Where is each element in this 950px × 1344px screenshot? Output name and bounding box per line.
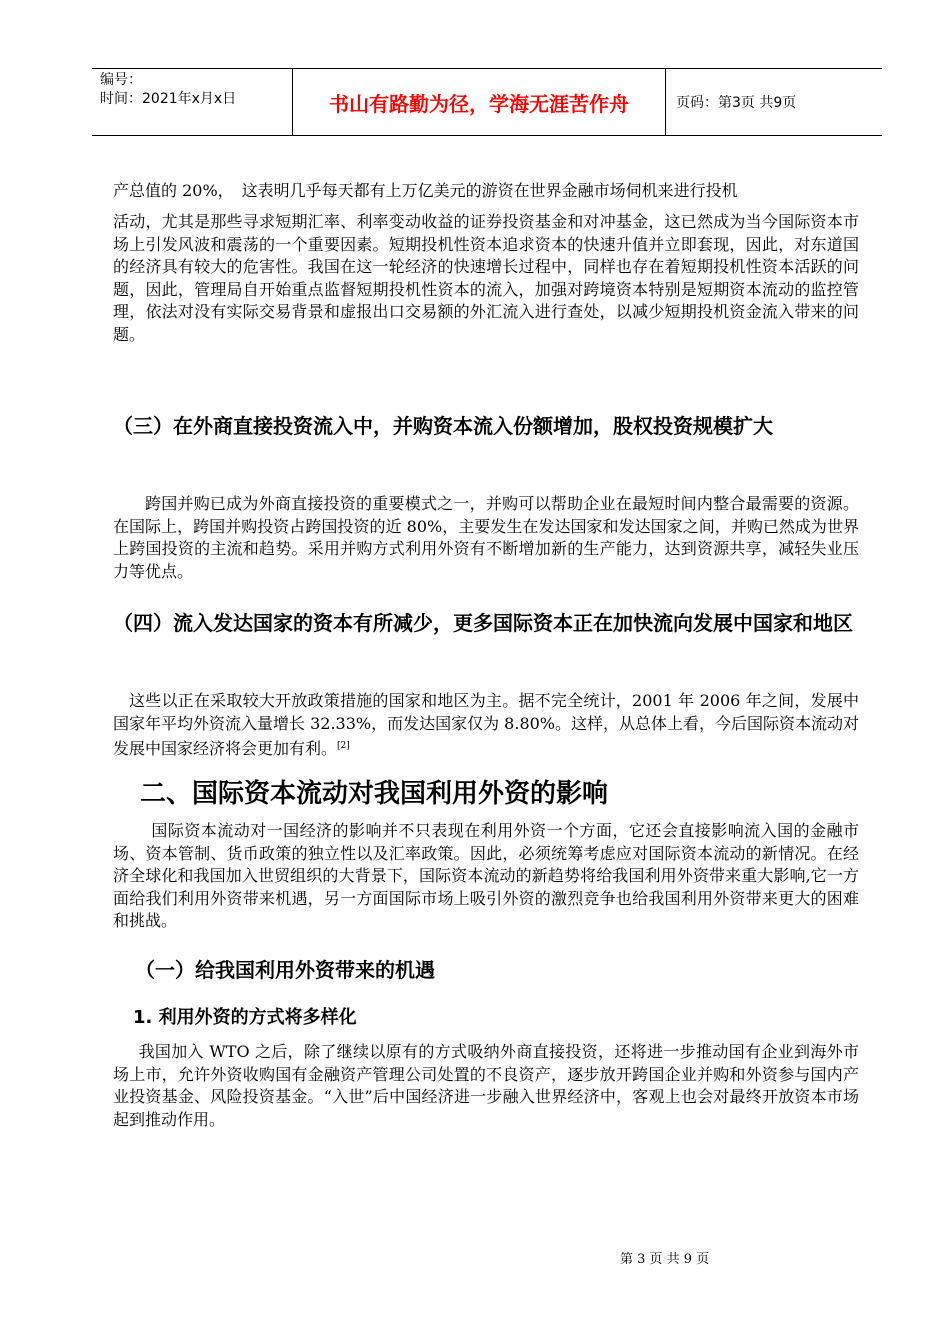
header-number: 编号： bbox=[100, 72, 142, 88]
subsection-heading-1: （一）给我国利用外资带来的机遇 bbox=[135, 958, 435, 982]
header-page-number: 页码：第3页 共9页 bbox=[676, 95, 797, 111]
paragraph-3-text: 这些以正在采取较大开放政策措施的国家和地区为主。据不完全统计，2001 年 2006 年之间，发展中国家年平均外资流入量增长 32.33%，而发达国家仅为 8.80%。这样，从总体上看，今后国际资本流动对发展中国家经济将会更加有利。 bbox=[113, 691, 860, 758]
paragraph-5: 我国加入 WTO 之后，除了继续以原有的方式吸纳外商直接投资，还将进一步推动国有企业到海外市场上市，允许外资收购国有金融资产管理公司处置的不良资产，逐步放开跨国企业并购和外资参与国内产业投资基金、风险投资基金。“入世”后中国经济进一步融入世界经济中，客观上也会对最终开放资本市场起到推动作用。 bbox=[113, 1042, 859, 1129]
chapter-heading-2: 二、国际资本流动对我国利用外资的影响 bbox=[140, 779, 609, 809]
citation-ref: [2] bbox=[337, 741, 350, 751]
section-heading-4: （四）流入发达国家的资本有所减少，更多国际资本正在加快流向发展中国家和地区 bbox=[113, 611, 853, 635]
page-header bbox=[92, 68, 882, 136]
paragraph-4: 国际资本流动对一国经济的影响并不只表现在利用外资一个方面，它还会直接影响流入国的金融市场、资本管制、货币政策的独立性以及汇率政策。因此，必须统筹考虑应对国际资本流动的新情况。在经济全球化和我国加入世贸组织的大背景下，国际资本流动的新趋势将给我国利用外资带来重大影响,它一方面给我们利用外资带来机遇，另一方面国际市场上吸引外资的激烈竞争也给我国利用外资带来更大的困难和挑战。 bbox=[113, 821, 859, 930]
paragraph-1-line-1: 产总值的 20%， 这表明几乎每天都有上万亿美元的游资在世界金融市场伺机来进行投机 bbox=[113, 181, 738, 200]
point-heading-1: 1. 利用外资的方式将多样化 bbox=[133, 1007, 357, 1028]
section-heading-3: （三）在外商直接投资流入中，并购资本流入份额增加，股权投资规模扩大 bbox=[113, 414, 773, 438]
paragraph-2: 跨国并购已成为外商直接投资的重要模式之一，并购可以帮助企业在最短时间内整合最需要的资源。在国际上，跨国并购投资占跨国投资的近 80%，主要发生在发达国家和发达国家之间，并购已然成为世界上跨国投资的主流和趋势。采用并购方式利用外资有不断增加新的生产能力，达到资源共享，减轻失业压力等优点。 bbox=[113, 494, 859, 581]
header-motto: 书山有路勤为径，学海无涯苦作舟 bbox=[292, 69, 666, 135]
paragraph-1: 活动，尤其是那些寻求短期汇率、利率变动收益的证券投资基金和对冲基金，这已然成为当今国际资本市场上引发风波和震荡的一个重要因素。短期投机性资本追求资本的快速升值并立即套现，因此，对东道国的经济具有较大的危害性。我国在这一轮经济的快速增长过程中，同样也存在着短期投机性资本活跃的问题，因此，管理局自开始重点监督短期投机性资本的流入，加强对跨境资本特别是短期资本流动的监控管理，依法对没有实际交易背景和虚报出口交易额的外汇流入进行查处，以减少短期投机资金流入带来的问题。 bbox=[113, 212, 859, 344]
header-time: 时间：2021年x月x日 bbox=[100, 91, 237, 107]
paragraph-3 bbox=[113, 690, 859, 761]
page-footer: 第 3 页 共 9 页 bbox=[620, 1252, 710, 1267]
header-meta bbox=[100, 71, 236, 109]
